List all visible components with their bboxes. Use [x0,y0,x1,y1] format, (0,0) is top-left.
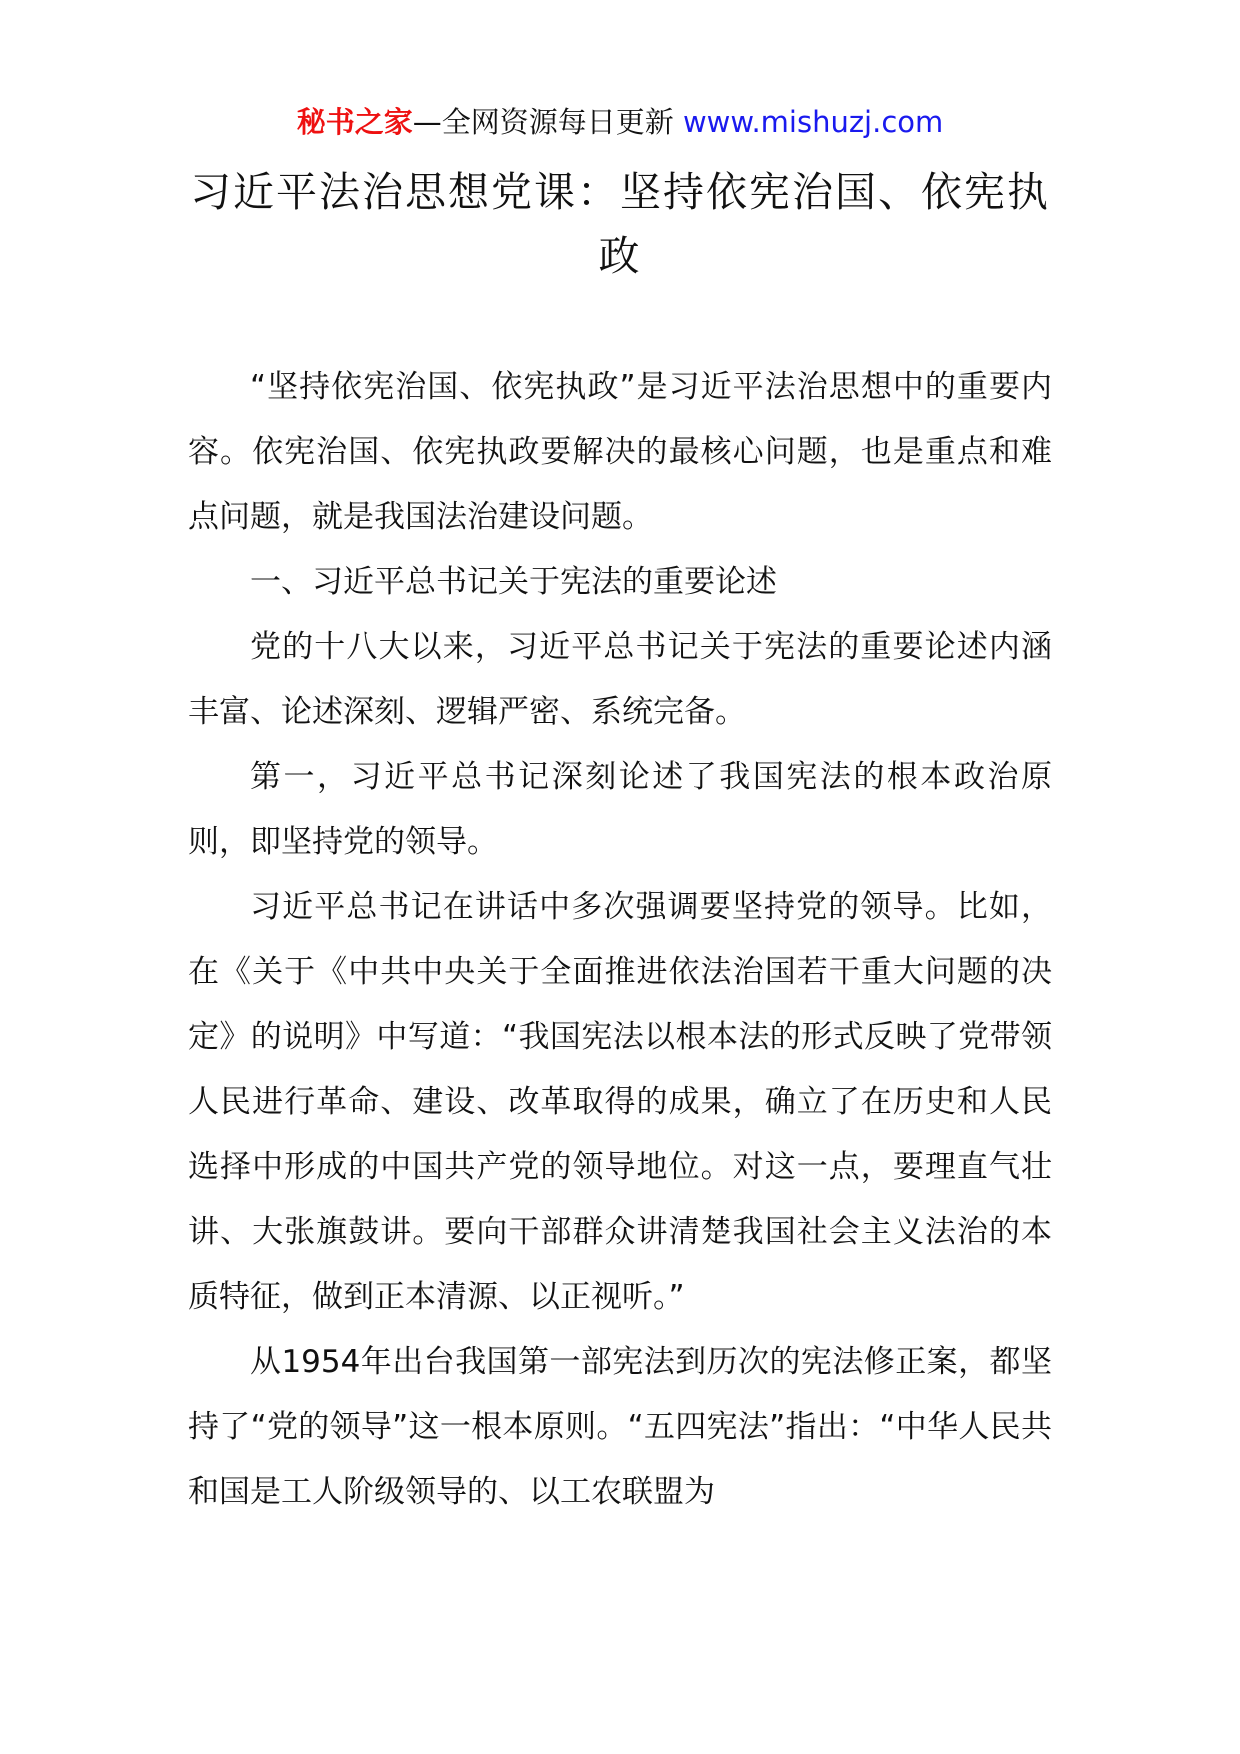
document-body [188,355,1052,1525]
paragraph: 习近平总书记在讲话中多次强调要坚持党的领导。比如，在《关于《中共中央关于全面推进依法治国若干重大问题的决定》的说明》中写道：“我国宪法以根本法的形式反映了党带领人民进行革命、建设、改革取得的成果，确立了在历史和人民选择中形成的中国共产党的领导地位。对这一点，要理直气壮讲、大张旗鼓讲。要向干部群众讲清楚我国社会主义法治的本质特征，做到正本清源、以正视听。” [188,889,1052,1315]
paragraph: 第一，习近平总书记深刻论述了我国宪法的根本政治原则，即坚持党的领导。 [188,759,1052,860]
document-title: 习近平法治思想党课：坚持依宪治国、依宪执政 [190,168,1050,280]
paragraph: 党的十八大以来，习近平总书记关于宪法的重要论述内涵丰富、论述深刻、逻辑严密、系统完备。 [188,629,1052,730]
paragraph-intro: “坚持依宪治国、依宪执政”是习近平法治思想中的重要内容。依宪治国、依宪执政要解决的最核心问题，也是重点和难点问题，就是我国法治建设问题。 [188,369,1052,535]
site-name: 秘书之家 [296,105,413,139]
site-url-link[interactable]: www.mishuzj.com [682,105,944,139]
section-heading-1: 一、习近平总书记关于宪法的重要论述 [250,564,777,600]
paragraph: 从1954年出台我国第一部宪法到历次的宪法修正案，都坚持了“党的领导”这一根本原则。“五四宪法”指出：“中华人民共和国是工人阶级领导的、以工农联盟为 [188,1344,1052,1510]
site-header [0,100,1240,144]
site-slogan: —全网资源每日更新 [412,105,674,139]
